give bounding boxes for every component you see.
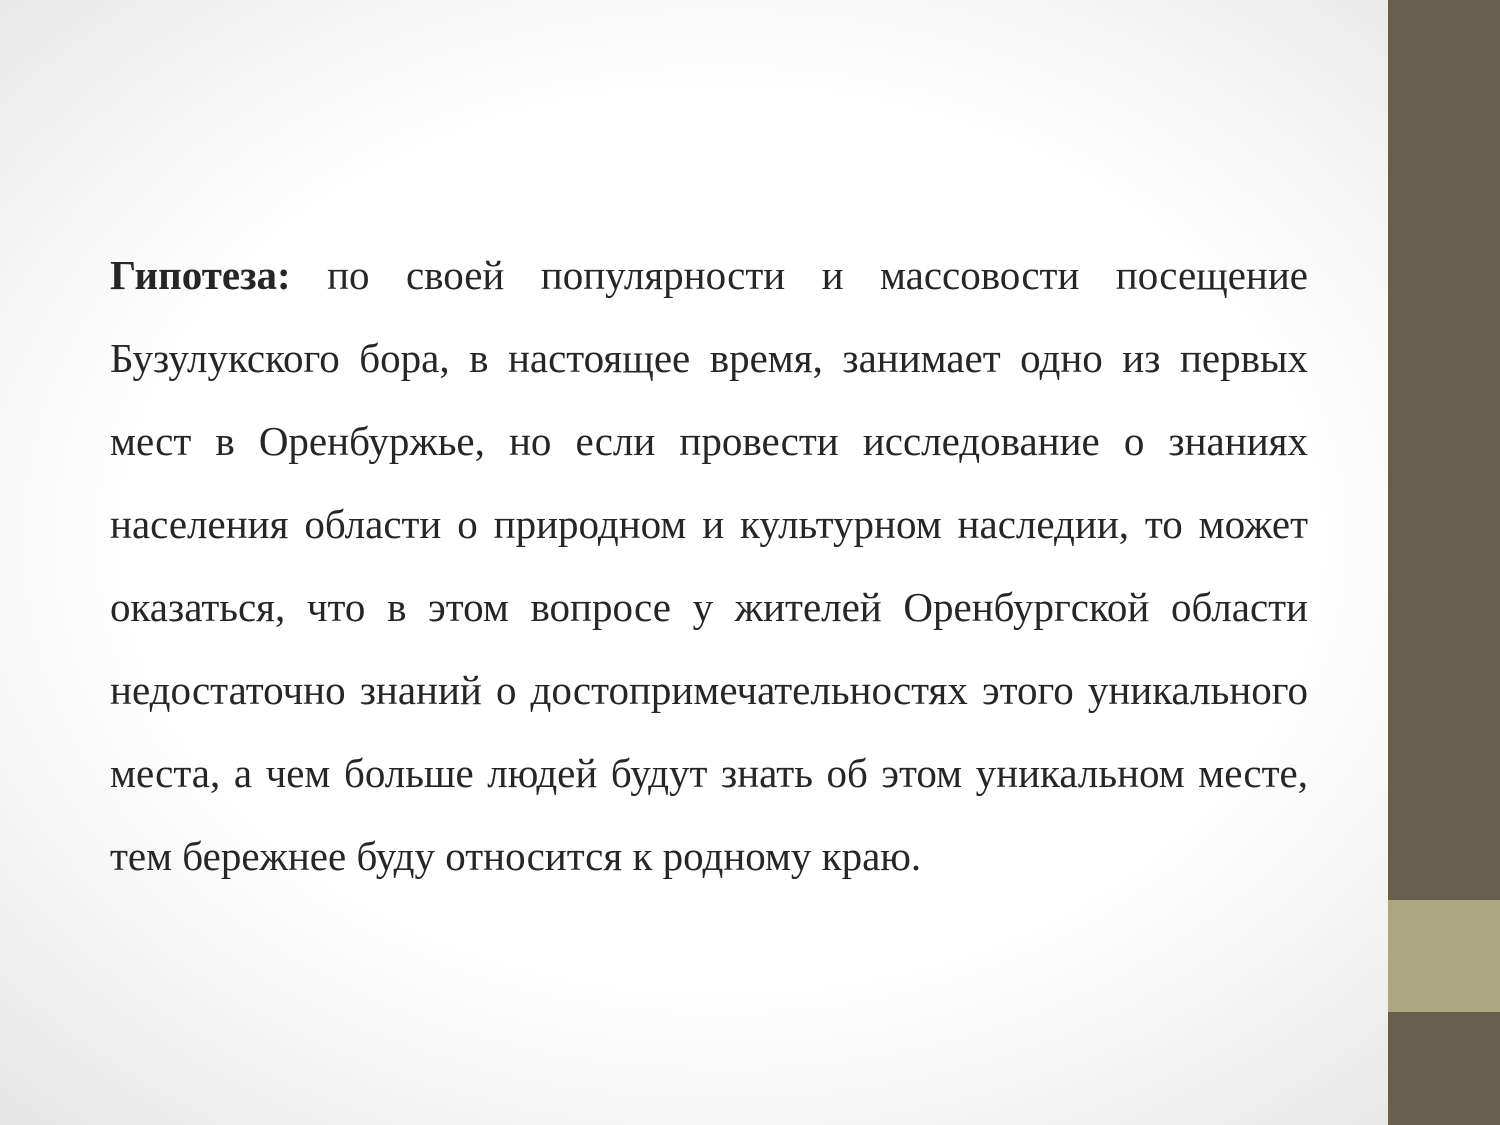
hypothesis-label: Гипотеза: bbox=[110, 252, 291, 298]
hypothesis-text: по своей популярности и массовости посещение Бузулукского бора, в настоящее время, занимает одно из первых мест в Оренбуржье, но если провести исследование о знаниях населения области о природном и культурном наследии, то может оказаться, что в этом вопросе у жителей Оренбургской области недостаточно знаний о достопримечательностях этого уникального места, а чем больше людей будут знать об этом уникальном месте, тем бережнее буду относится к родному краю. bbox=[110, 252, 1308, 879]
side-band-decoration bbox=[1388, 900, 1500, 1012]
hypothesis-paragraph bbox=[110, 234, 1308, 898]
